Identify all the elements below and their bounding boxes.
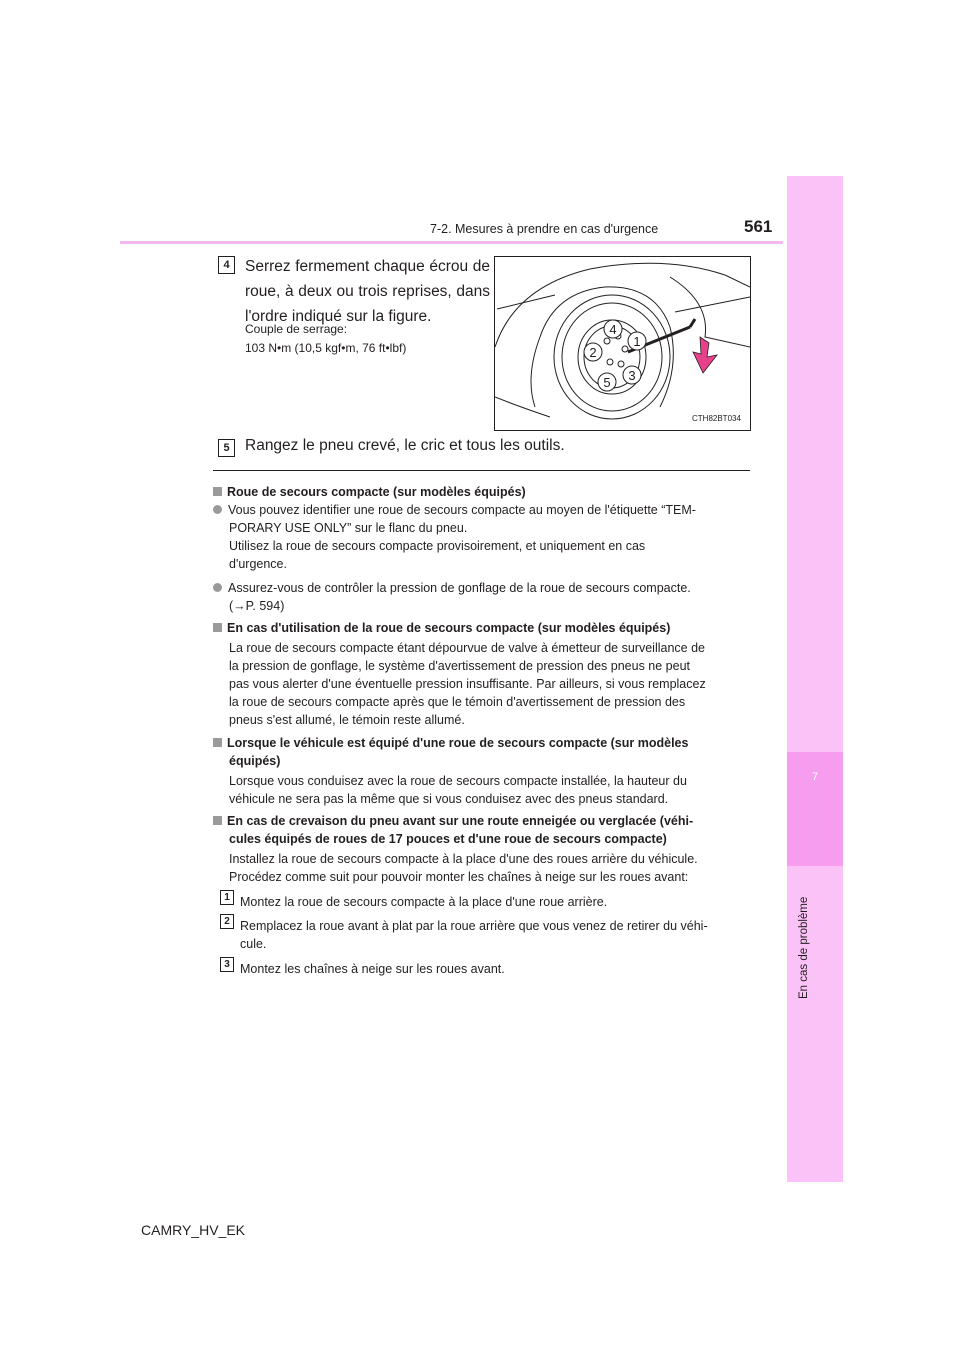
- note-compact-spare: [213, 484, 753, 502]
- torque-label: Couple de serrage:: [245, 322, 348, 336]
- torque-value: 103 N•m (10,5 kgf•m, 76 ft•lbf): [245, 341, 407, 355]
- note-line: Lorsque vous conduisez avec la roue de secours compacte installée, la hauteur du: [229, 774, 687, 788]
- page-number: 561: [744, 217, 773, 236]
- square-bullet-icon: [213, 738, 222, 747]
- step-5-badge: 5: [218, 439, 235, 457]
- chapter-number: 7: [811, 771, 819, 783]
- square-bullet-icon: [213, 623, 222, 632]
- note-vehicle-height: [213, 735, 753, 753]
- substep-3-text: Montez les chaînes à neige sur les roues avant.: [240, 962, 505, 976]
- note-line: La roue de secours compacte étant dépourvue de valve à émetteur de surveillance de: [229, 641, 705, 655]
- bullet-line: PORARY USE ONLY” sur le flanc du pneu.: [229, 521, 468, 535]
- step-4-badge: 4: [218, 256, 235, 274]
- section-title: 7-2. Mesures à prendre en cas d'urgence: [430, 222, 659, 236]
- bullet-item: [213, 502, 753, 520]
- substep-3-badge: 3: [220, 957, 234, 972]
- bullet-line: Assurez-vous de contrôler la pression de gonflage de la roue de secours compacte.: [228, 581, 691, 595]
- chapter-title: En cas de problème: [798, 896, 810, 999]
- wheel-nut-figure: [494, 256, 751, 431]
- bullet-line: d'urgence.: [229, 557, 287, 571]
- substep-2-badge: 2: [220, 914, 234, 929]
- substep-2-text: Remplacez la roue avant à plat par la roue arrière que vous venez de retirer du véhi-: [240, 919, 708, 933]
- wheel-illustration: [495, 257, 750, 430]
- note-line: la roue de secours compacte après que le témoin d'avertissement de pression des: [229, 695, 686, 709]
- figure-label-3: 3: [628, 368, 636, 383]
- bullet-line: Vous pouvez identifier une roue de secours compacte au moyen de l'étiquette “TEM-: [228, 503, 696, 517]
- note-line: pas vous alerter d'une éventuelle pression insuffisante. Par ailleurs, si vous remplacez: [229, 677, 706, 691]
- model-code: CAMRY_HV_EK: [141, 1222, 246, 1238]
- note-title: Roue de secours compacte (sur modèles équipés): [227, 485, 526, 499]
- note-line: Procédez comme suit pour pouvoir monter les chaînes à neige sur les roues avant:: [229, 870, 689, 884]
- substep-1-badge: 1: [220, 890, 234, 905]
- substep-1-text: Montez la roue de secours compacte à la place d'une roue arrière.: [240, 895, 608, 909]
- note-line: Installez la roue de secours compacte à la place d'une des roues arrière du véhicule.: [229, 852, 698, 866]
- page-reference: (→P. 594): [229, 599, 285, 613]
- section-divider: [213, 470, 750, 471]
- note-title: En cas de crevaison du pneu avant sur une route enneigée ou verglacée (véhi-: [227, 814, 694, 828]
- figure-label-5: 5: [603, 375, 611, 390]
- note-title-cont: équipés): [229, 754, 281, 768]
- note-title: En cas d'utilisation de la roue de secours compacte (sur modèles équipés): [227, 621, 671, 635]
- note-line: véhicule ne sera pas la même que si vous conduisez avec des pneus standard.: [229, 792, 669, 806]
- chapter-tab: [787, 176, 843, 1182]
- note-snow-chains: [213, 813, 753, 831]
- square-bullet-icon: [213, 816, 222, 825]
- step-5-text: Rangez le pneu crevé, le cric et tous les outils.: [245, 437, 565, 454]
- header-rule: [120, 241, 783, 244]
- figure-label-4: 4: [609, 322, 617, 337]
- note-title-cont: cules équipés de roues de 17 pouces et d'une roue de secours compacte): [229, 832, 667, 846]
- substep-2-text-cont: cule.: [240, 937, 267, 951]
- bullet-line: Utilisez la roue de secours compacte provisoirement, et uniquement en cas: [229, 539, 646, 553]
- dot-bullet-icon: [213, 505, 222, 514]
- dot-bullet-icon: [213, 583, 222, 592]
- chapter-title-wrapper: [776, 814, 854, 999]
- step-4-text: Serrez fermement chaque écrou de roue, à deux ou trois reprises, dans l'ordre indiqué sur la figure.: [245, 258, 490, 325]
- note-using-spare: [213, 620, 753, 638]
- figure-code: CTH82BT034: [692, 414, 741, 423]
- bullet-item: [213, 580, 753, 598]
- note-line: pneus s'est allumé, le témoin reste allumé.: [229, 713, 465, 727]
- note-line: la pression de gonflage, le système d'avertissement de pression des pneus ne peut: [229, 659, 690, 673]
- figure-label-1: 1: [633, 334, 641, 349]
- figure-label-2: 2: [589, 345, 597, 360]
- note-title: Lorsque le véhicule est équipé d'une roue de secours compacte (sur modèles: [227, 736, 689, 750]
- square-bullet-icon: [213, 487, 222, 496]
